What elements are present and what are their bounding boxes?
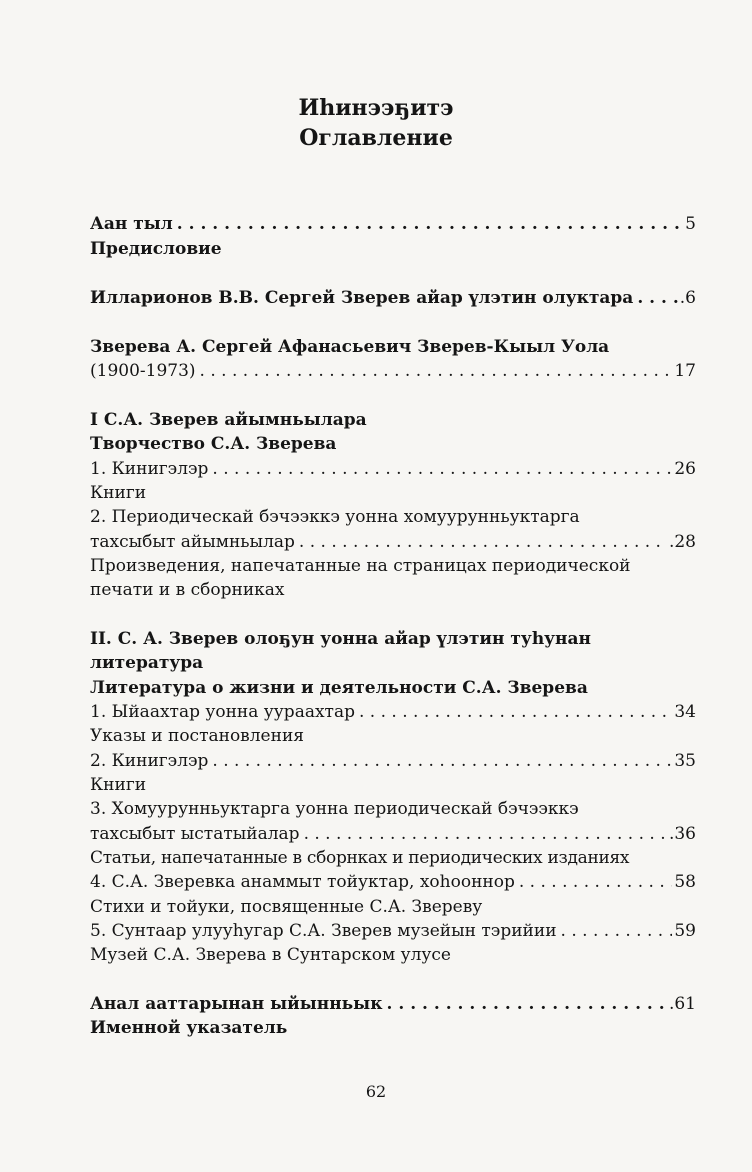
section-1-title-russian: Творчество С.А. Зверева — [90, 434, 337, 454]
page-number: 62 — [365, 1082, 387, 1101]
section-1-title-local: I С.А. Зверев айымньылара — [90, 410, 367, 430]
toc-page-number: 17 — [674, 361, 696, 381]
toc-entry-text: 4. С.А. Зверевка анаммыт тойуктар, хоhооннор — [90, 872, 515, 892]
toc-entry-text: тахсыбыт ыстатыйалар — [90, 824, 300, 844]
section-2-title-local-line2: литература — [90, 653, 204, 673]
toc-entry-s1-item2-line2 — [90, 530, 696, 554]
toc-entry-s2-item2 — [90, 749, 696, 773]
toc-page-number: 26 — [674, 459, 696, 479]
toc-entry-text: Илларионов В.В. Сергей Зверев айар үлэтин олуктара — [90, 288, 634, 308]
toc-leader — [173, 212, 683, 236]
toc-entry-s1-item2-russian-line2: печати и в сборниках — [90, 580, 285, 600]
toc-page-number: .6 — [679, 288, 696, 308]
toc-leader — [557, 919, 673, 943]
toc-entry-text: 2. Кинигэлэр — [90, 751, 209, 771]
toc-entry-s2-item1-russian: Указы и постановления — [90, 726, 304, 746]
toc-page-number: 5 — [685, 214, 696, 234]
toc-entry-s2-item4 — [90, 870, 696, 894]
toc-entry-s2-item3-russian: Статьи, напечатанные в сборнках и периодических изданиях — [90, 848, 630, 868]
toc-entry-s2-item4-russian: Стихи и тойуки, посвященные С.А. Звереву — [90, 897, 483, 917]
toc-page-number: 58 — [674, 872, 696, 892]
toc-leader — [355, 700, 672, 724]
section-2-title-local-line1: II. С. А. Зверев олоҕун уонна айар үлэтин туһунан — [90, 629, 591, 649]
toc-leader — [196, 359, 673, 383]
toc-page-number: .36 — [668, 824, 696, 844]
page-title-local: Иhинээҕитэ — [298, 95, 454, 121]
toc-entry-text: тахсыбыт айымньылар — [90, 532, 295, 552]
toc-entry-s2-item3-line2 — [90, 822, 696, 846]
toc-entry-text: 1. Ыйаахтар уонна уураахтар — [90, 702, 355, 722]
toc-entry-s2-item5-russian: Музей С.А. Зверева в Сунтарском улусе — [90, 945, 451, 965]
toc-leader — [515, 870, 673, 894]
toc-entry-text: 5. Сунтаар улууһугар С.А. Зверев музейын тэрийии — [90, 921, 557, 941]
toc-entry-text: Аан тыл — [90, 214, 173, 234]
toc-entry-s2-item1 — [90, 700, 696, 724]
toc-page-number: .61 — [668, 994, 696, 1014]
toc-entry-s1-item1-russian: Книги — [90, 483, 147, 503]
toc-entry-zvereva-years — [90, 359, 696, 383]
toc-leader — [295, 530, 667, 554]
toc-entry-text: Анал ааттарынан ыйынньык — [90, 994, 383, 1014]
toc-leader — [208, 749, 672, 773]
toc-entry-index — [90, 992, 696, 1016]
toc-entry-aan-tyl — [90, 212, 696, 236]
toc-entry-text: 1. Кинигэлэр — [90, 459, 209, 479]
toc-entry-illarionov — [90, 286, 696, 310]
toc-leader — [383, 992, 667, 1016]
toc-page-number: 35 — [674, 751, 696, 771]
toc-leader — [633, 286, 677, 310]
toc-leader — [208, 457, 672, 481]
toc-entry-s1-item2-line1: 2. Периодическай бэчээккэ уонна хомуурунньуктарга — [90, 507, 580, 527]
toc-entry-zvereva-title: Зверева А. Сергей Афанасьевич Зверев-Кыыл Уола — [90, 337, 610, 357]
toc-entry-s2-item5 — [90, 919, 696, 943]
toc-page-number: .28 — [668, 532, 696, 552]
toc-entry-s1-item2-russian-line1: Произведения, напечатанные на страницах периодической — [90, 556, 631, 576]
page-title-russian: Оглавление — [299, 125, 453, 151]
toc-entry-s2-item3-line1: 3. Хомуурунньуктарга уонна периодическай бэчээккэ — [90, 799, 579, 819]
section-2-title-russian: Литература о жизни и деятельности С.А. Зверева — [90, 678, 588, 698]
toc-page-number: 34 — [674, 702, 696, 722]
toc-leader — [300, 822, 667, 846]
toc-entry-s2-item2-russian: Книги — [90, 775, 147, 795]
toc-page-number: 59 — [674, 921, 696, 941]
toc-entry-text: (1900-1973) — [90, 361, 196, 381]
toc-entry-predislovie: Предисловие — [90, 239, 222, 259]
toc-entry-index-russian: Именной указатель — [90, 1018, 288, 1038]
toc-entry-s1-item1 — [90, 457, 696, 481]
